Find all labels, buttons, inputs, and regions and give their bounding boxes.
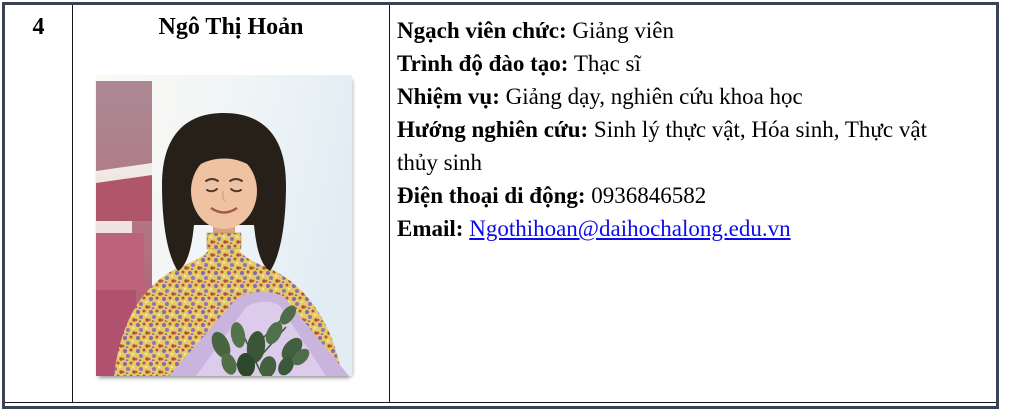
detail-line-education: [397, 47, 939, 80]
portrait-illustration: [96, 75, 352, 376]
faculty-table: [2, 2, 999, 409]
detail-label: Trình độ đào tạo:: [397, 51, 569, 76]
detail-label: Nhiệm vụ:: [397, 84, 500, 109]
email-link[interactable]: Ngothihoan@daihochalong.edu.vn: [469, 216, 791, 241]
detail-value: Thạc sĩ: [573, 51, 641, 76]
cell-row-number: [5, 5, 73, 402]
detail-value: Sinh lý thực vật, Hóa sinh, Thực vật thủy sinh: [397, 117, 927, 175]
table-row: [5, 5, 996, 403]
detail-line-email: [397, 212, 939, 245]
detail-value: Giảng viên: [572, 18, 674, 43]
collar: [207, 233, 241, 249]
detail-label: Ngạch viên chức:: [397, 18, 567, 43]
faculty-photo: [96, 75, 352, 376]
faculty-name: Ngô Thị Hoản: [158, 14, 304, 40]
detail-label: Hướng nghiên cứu:: [397, 117, 589, 142]
face: [191, 153, 257, 229]
detail-value: Giảng dạy, nghiên cứu khoa học: [505, 84, 803, 109]
detail-label: Điện thoại di động:: [397, 183, 586, 208]
cell-name-photo: [73, 5, 390, 402]
detail-value: 0936846582: [591, 183, 707, 208]
detail-line-phone: [397, 179, 939, 212]
detail-label: Email:: [397, 216, 464, 241]
detail-line-duties: [397, 80, 939, 113]
detail-line-rank: [397, 14, 939, 47]
cell-details: [390, 5, 996, 402]
detail-line-research: [397, 113, 939, 179]
row-number: 4: [32, 14, 45, 40]
